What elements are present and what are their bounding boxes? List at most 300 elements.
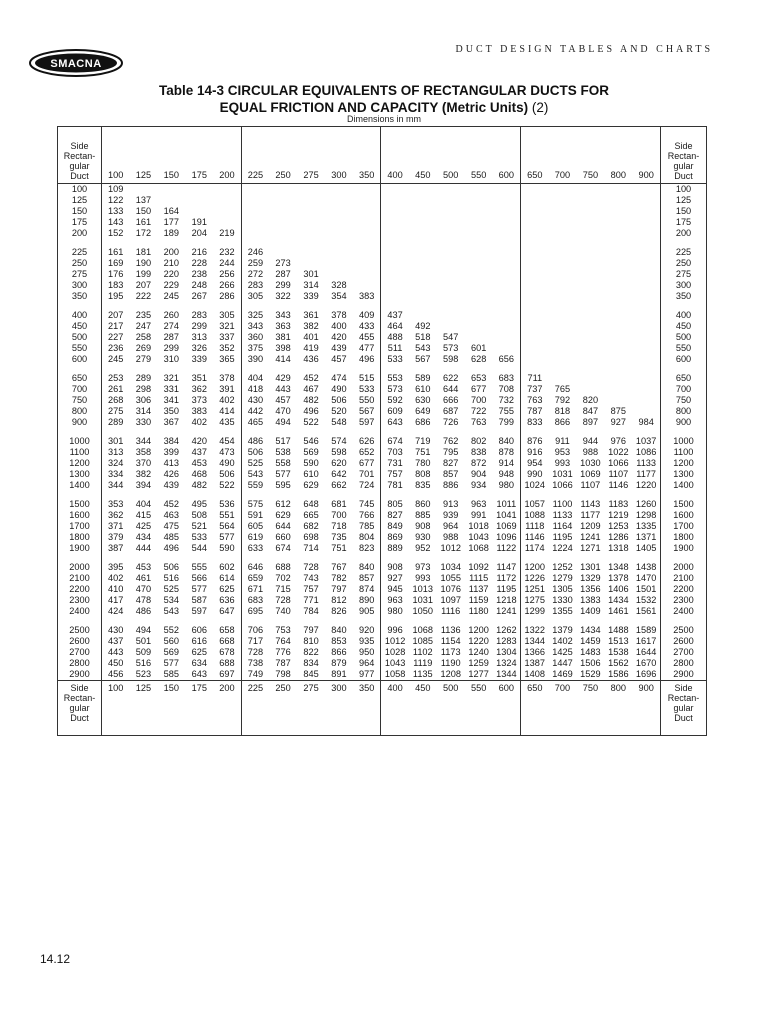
equivalent-cell: 1037 [635, 436, 657, 446]
equivalent-cell: 792 [554, 395, 571, 405]
equivalent-cell: 1147 [493, 562, 521, 573]
equivalent-cell: 945 [387, 584, 403, 594]
equivalent-cell [549, 321, 577, 332]
equivalent-cell: 402 [191, 417, 207, 427]
equivalent-cell [465, 310, 493, 321]
equivalent-cell: 646 [247, 562, 264, 572]
equivalent-cell: 546 [303, 436, 319, 446]
equivalent-cell: 735 [331, 532, 347, 542]
equivalent-cell [325, 217, 353, 228]
equivalent-cell: 558 [275, 458, 291, 468]
row-side-left: 400 [58, 310, 102, 321]
equivalent-cell [493, 269, 521, 280]
side-label-line: Side [674, 683, 693, 693]
equivalent-cell [632, 184, 660, 196]
equivalent-cell [632, 269, 660, 280]
equivalent-cell: 804 [353, 532, 381, 543]
spacer-cell [129, 428, 157, 436]
equivalent-cell: 452 [303, 373, 319, 383]
equivalent-cell [381, 258, 409, 269]
spacer-cell [661, 554, 707, 562]
side-label-line: Duct [70, 171, 89, 181]
equivalent-cell: 633 [247, 543, 264, 553]
equivalent-cell: 470 [135, 584, 152, 594]
spacer-cell [604, 302, 632, 310]
group-spacer [58, 554, 707, 562]
equivalent-cell [549, 310, 577, 321]
column-header: 250 [269, 681, 297, 736]
equivalent-cell: 757 [387, 469, 403, 479]
spacer-cell [576, 239, 604, 247]
equivalent-cell: 827 [387, 510, 403, 520]
row-side-left: 2800 [58, 658, 102, 669]
equivalent-cell [576, 247, 604, 258]
spacer-cell [661, 428, 707, 436]
equivalent-cell [269, 217, 297, 228]
row-side-right: 1400 [661, 480, 707, 491]
side-label-right [661, 127, 707, 184]
equivalent-cell: 1018 [468, 521, 489, 531]
row-side-right: 2400 [661, 606, 707, 617]
equivalent-cell [353, 195, 381, 206]
equivalent-cell: 1322 [524, 625, 545, 635]
equivalent-cell [297, 258, 325, 269]
equivalent-cell [549, 373, 577, 384]
row-side-right: 200 [661, 228, 707, 239]
row-side-right: 1100 [661, 447, 707, 458]
column-header: 100 [102, 127, 130, 184]
spacer-cell [157, 365, 185, 373]
equivalent-cell [521, 184, 549, 196]
spacer-cell [269, 491, 297, 499]
spacer-cell [353, 239, 381, 247]
smacna-logo [28, 48, 124, 78]
equivalent-cell: 808 [415, 469, 431, 479]
spacer-cell [102, 302, 130, 310]
equivalent-cell [129, 184, 157, 196]
equivalent-cell: 737 [527, 384, 543, 394]
equivalent-cell: 700 [470, 395, 487, 405]
equivalent-cell: 1562 [608, 658, 629, 668]
row-side-left: 1200 [58, 458, 102, 469]
spacer-cell [129, 239, 157, 247]
spacer-cell [381, 365, 409, 373]
equivalent-cell: 310 [163, 354, 180, 364]
table-row [58, 447, 707, 458]
table-row [58, 458, 707, 469]
equivalent-cell: 762 [443, 436, 459, 446]
equivalent-cell [297, 195, 325, 206]
equivalent-cell: 875 [610, 406, 627, 416]
equivalent-cell: 533 [191, 532, 207, 542]
equivalent-cell: 711 [527, 373, 543, 383]
title-line-2-text: EQUAL FRICTION AND CAPACITY (Metric Units) [219, 100, 529, 115]
equivalent-cell: 905 [353, 606, 381, 617]
equivalent-cell: 488 [387, 332, 403, 342]
equivalent-cell [632, 228, 660, 239]
spacer-cell [437, 554, 465, 562]
equivalent-cell [549, 291, 577, 302]
equivalent-cell [632, 321, 660, 332]
side-label-line: Rectan- [667, 693, 700, 703]
equivalent-cell [632, 247, 660, 258]
equivalent-cell: 314 [303, 280, 319, 290]
equivalent-cell: 1275 [524, 595, 545, 605]
equivalent-cell [493, 217, 521, 228]
row-side-right: 350 [661, 291, 707, 302]
spacer-cell [576, 554, 604, 562]
equivalent-cell: 490 [213, 458, 241, 469]
equivalent-cell: 378 [331, 310, 347, 320]
equivalent-cell [576, 310, 604, 321]
equivalent-cell: 1438 [635, 562, 657, 572]
table-row [58, 247, 707, 258]
equivalent-cell: 630 [415, 395, 431, 405]
equivalent-cell: 564 [213, 521, 241, 532]
equivalent-cell: 413 [163, 458, 180, 468]
row-side-right: 1900 [661, 543, 707, 554]
column-header: 225 [241, 681, 269, 736]
equivalent-cell: 220 [163, 269, 180, 279]
equivalent-cell: 313 [191, 332, 207, 342]
equivalent-cell [353, 247, 381, 258]
row-side-right: 2000 [661, 562, 707, 573]
equivalent-cell: 494 [135, 625, 152, 635]
equivalent-cell: 963 [470, 499, 487, 509]
table-row [58, 258, 707, 269]
spacer-cell [549, 554, 577, 562]
equivalent-cell: 714 [303, 543, 319, 553]
row-side-left: 2400 [58, 606, 102, 617]
equivalent-cell: 743 [303, 573, 319, 583]
row-side-left: 175 [58, 217, 102, 228]
equivalent-cell: 612 [275, 499, 291, 509]
equivalent-cell [521, 195, 549, 206]
equivalent-cell: 1154 [440, 636, 461, 646]
equivalent-cell: 434 [135, 532, 152, 542]
equivalent-cell [465, 247, 493, 258]
table-row [58, 373, 707, 384]
equivalent-cell [521, 291, 549, 302]
equivalent-cell [269, 195, 297, 206]
equivalent-cell: 247 [135, 321, 152, 331]
equivalent-cell: 1086 [635, 447, 657, 457]
equivalent-cell: 189 [163, 228, 180, 238]
equivalent-cell: 1041 [493, 510, 521, 521]
table-row [58, 206, 707, 217]
equivalent-cell: 866 [554, 417, 571, 427]
equivalent-cell: 1356 [580, 584, 601, 594]
equivalent-cell [157, 184, 185, 196]
equivalent-cell: 301 [108, 436, 124, 446]
equivalent-cell [576, 184, 604, 196]
equivalent-cell: 659 [247, 573, 264, 583]
equivalent-cell: 373 [191, 395, 207, 405]
equivalent-cell [604, 280, 632, 291]
table-row [58, 406, 707, 417]
equivalent-cell: 1330 [552, 595, 573, 605]
equivalent-cell: 840 [331, 625, 347, 635]
equivalent-cell: 1461 [608, 606, 629, 616]
equivalent-cell [381, 195, 409, 206]
spacer-cell [185, 617, 213, 625]
equivalent-cell [576, 291, 604, 302]
equivalent-cell: 886 [443, 480, 459, 490]
equivalent-cell: 840 [353, 562, 381, 573]
spacer-cell [437, 428, 465, 436]
equivalent-cell: 629 [303, 480, 319, 490]
equivalent-cell [437, 184, 465, 196]
equivalent-cell [325, 247, 353, 258]
equivalent-cell: 1209 [580, 521, 601, 531]
spacer-cell [325, 365, 353, 373]
equivalent-cell: 232 [213, 247, 241, 258]
equivalent-cell: 398 [275, 343, 291, 353]
spacer-cell [661, 491, 707, 499]
equivalent-cell: 522 [213, 480, 241, 491]
spacer-cell [465, 365, 493, 373]
equivalent-cell: 456 [108, 669, 124, 679]
row-side-right: 2900 [661, 669, 707, 681]
equivalent-cell: 1030 [580, 458, 601, 468]
equivalent-cell: 298 [135, 384, 152, 394]
equivalent-cell [437, 269, 465, 280]
equivalent-cell: 267 [191, 291, 207, 301]
equivalent-cell: 1220 [468, 636, 489, 646]
equivalent-cell: 534 [163, 595, 180, 605]
equivalent-cell: 963 [387, 595, 403, 605]
equivalent-cell: 1241 [493, 606, 521, 617]
equivalent-cell: 952 [415, 543, 431, 553]
equivalent-cell: 1115 [469, 573, 489, 583]
row-side-right: 1500 [661, 499, 707, 510]
equivalent-cell: 228 [191, 258, 207, 268]
equivalent-cell: 810 [303, 636, 319, 646]
equivalent-cell: 662 [331, 480, 347, 490]
row-side-left: 250 [58, 258, 102, 269]
equivalent-cell [576, 343, 604, 354]
equivalent-cell: 1022 [608, 447, 629, 457]
equivalent-cell: 822 [303, 647, 319, 657]
equivalent-cell: 728 [247, 647, 264, 657]
equivalent-cell [437, 280, 465, 291]
equivalent-cell [493, 258, 521, 269]
footer-row [58, 681, 707, 736]
equivalent-cell: 1096 [493, 532, 521, 543]
equivalent-cell: 771 [303, 595, 319, 605]
equivalent-cell: 585 [163, 669, 180, 679]
spacer-cell [437, 491, 465, 499]
equivalent-cell [465, 195, 493, 206]
equivalent-cell: 1318 [608, 543, 629, 553]
equivalent-cell: 1589 [635, 625, 657, 635]
equivalent-cell: 1069 [580, 469, 601, 479]
equivalent-cell: 176 [108, 269, 124, 279]
table-row [58, 658, 707, 669]
equivalent-cell: 1344 [524, 636, 545, 646]
spacer-cell [297, 302, 325, 310]
header-row [58, 127, 707, 184]
equivalent-cell [269, 228, 297, 239]
equivalent-cell: 1425 [552, 647, 573, 657]
spacer-cell [129, 365, 157, 373]
table-row [58, 584, 707, 595]
equivalent-cell: 833 [527, 417, 543, 427]
equivalent-cell: 626 [353, 436, 381, 447]
equivalent-cell: 591 [247, 510, 264, 520]
row-side-left: 600 [58, 354, 102, 365]
equivalent-cell: 1299 [524, 606, 545, 616]
row-side-left: 900 [58, 417, 102, 428]
equivalent-cell [381, 269, 409, 280]
equivalent-cell: 1200 [524, 562, 545, 572]
equivalent-cell [604, 258, 632, 269]
equivalent-cell: 1012 [440, 543, 461, 553]
column-header: 650 [521, 127, 549, 184]
equivalent-cell: 625 [213, 584, 241, 595]
equivalent-cell [604, 184, 632, 196]
equivalent-cell: 516 [163, 573, 180, 583]
equivalent-cell: 506 [331, 395, 347, 405]
equivalent-cell: 516 [135, 658, 152, 668]
row-side-left: 2500 [58, 625, 102, 636]
equivalent-cell: 337 [213, 332, 241, 343]
equivalent-cell: 697 [213, 669, 241, 681]
title-line-1-text: CIRCULAR EQUIVALENTS OF RECTANGULAR DUCTS FOR [227, 83, 610, 98]
spacer-cell [241, 239, 269, 247]
spacer-cell [241, 491, 269, 499]
equivalent-cell: 109 [108, 184, 124, 194]
row-side-left: 500 [58, 332, 102, 343]
equivalent-cell [241, 217, 269, 228]
equivalent-cell: 869 [387, 532, 403, 542]
row-side-right: 100 [661, 184, 707, 196]
equivalents-table-container [57, 126, 707, 754]
spacer-cell [129, 617, 157, 625]
equivalent-cell: 988 [443, 532, 459, 542]
equivalent-cell [437, 228, 465, 239]
spacer-cell [157, 302, 185, 310]
equivalent-cell [604, 247, 632, 258]
table-row [58, 647, 707, 658]
spacer-cell [185, 365, 213, 373]
equivalent-cell [297, 206, 325, 217]
equivalent-cell: 784 [303, 606, 319, 616]
column-header: 175 [185, 127, 213, 184]
equivalent-cell: 889 [387, 543, 403, 553]
table-row [58, 436, 707, 447]
equivalent-cell: 485 [163, 532, 180, 542]
spacer-cell [437, 239, 465, 247]
row-side-right: 1700 [661, 521, 707, 532]
equivalent-cell: 266 [213, 280, 241, 291]
equivalent-cell: 628 [470, 354, 487, 364]
equivalent-cell: 375 [247, 343, 264, 353]
equivalent-cell: 1387 [524, 658, 545, 668]
row-side-left: 200 [58, 228, 102, 239]
equivalent-cell: 1483 [580, 647, 601, 657]
equivalent-cell: 1532 [635, 595, 657, 605]
spacer-cell [58, 302, 102, 310]
equivalent-cell: 1195 [552, 532, 573, 542]
equivalent-cell: 404 [247, 373, 264, 383]
equivalent-cell: 259 [247, 258, 264, 268]
spacer-cell [102, 554, 130, 562]
equivalent-cell: 1174 [524, 543, 545, 553]
equivalent-cell: 620 [331, 458, 347, 468]
equivalent-cell: 1271 [580, 543, 601, 553]
equivalent-cell: 665 [303, 510, 319, 520]
equivalent-cell: 629 [275, 510, 291, 520]
equivalent-cell: 695 [247, 606, 264, 616]
equivalent-cell [213, 217, 241, 228]
equivalent-cell: 781 [387, 480, 403, 490]
equivalent-cell [297, 247, 325, 258]
spacer-cell [493, 302, 521, 310]
row-side-right: 175 [661, 217, 707, 228]
equivalent-cell [604, 206, 632, 217]
equivalent-cell: 1324 [493, 658, 521, 669]
equivalent-cell [576, 195, 604, 206]
equivalent-cell: 482 [191, 480, 207, 490]
equivalent-cell [353, 269, 381, 280]
row-side-left: 2000 [58, 562, 102, 573]
equivalent-cell: 358 [135, 447, 152, 457]
equivalent-cell [604, 343, 632, 354]
equivalent-cell [325, 195, 353, 206]
equivalent-cell: 927 [610, 417, 627, 427]
equivalent-cell [353, 258, 381, 269]
equivalent-cell: 935 [353, 636, 381, 647]
side-label-line: gular [673, 161, 694, 171]
equivalent-cell: 577 [191, 584, 207, 594]
row-side-right: 1800 [661, 532, 707, 543]
equivalent-cell [632, 343, 660, 354]
equivalent-cell [409, 184, 437, 196]
equivalent-cell: 706 [247, 625, 264, 635]
equivalent-cell [297, 228, 325, 239]
column-header: 350 [353, 681, 381, 736]
equivalent-cell: 260 [163, 310, 180, 320]
equivalent-cell: 383 [353, 291, 381, 302]
equivalent-cell: 1058 [384, 669, 406, 679]
column-header: 400 [381, 127, 409, 184]
equivalent-cell: 509 [135, 647, 152, 657]
spacer-cell [465, 239, 493, 247]
equivalent-cell: 321 [163, 373, 180, 383]
equivalent-cell: 653 [470, 373, 487, 383]
equivalent-cell: 299 [275, 280, 291, 290]
equivalent-cell [241, 184, 269, 196]
equivalent-cell: 764 [275, 636, 291, 646]
column-header: 200 [213, 127, 241, 184]
equivalent-cell: 976 [610, 436, 627, 446]
equivalent-cell: 1434 [608, 595, 629, 605]
spacer-cell [549, 617, 577, 625]
side-label-line: Rectan- [63, 151, 96, 161]
equivalent-cell [549, 217, 577, 228]
equivalent-cell: 597 [353, 417, 381, 428]
spacer-cell [549, 239, 577, 247]
equivalent-cell: 1459 [580, 636, 601, 646]
equivalent-cell: 1260 [635, 499, 657, 509]
equivalent-cell: 361 [303, 310, 319, 320]
equivalent-cell [437, 258, 465, 269]
equivalent-cell: 161 [135, 217, 152, 227]
equivalent-cell: 838 [470, 447, 487, 457]
equivalent-cell: 387 [108, 543, 124, 553]
spacer-cell [213, 617, 241, 625]
